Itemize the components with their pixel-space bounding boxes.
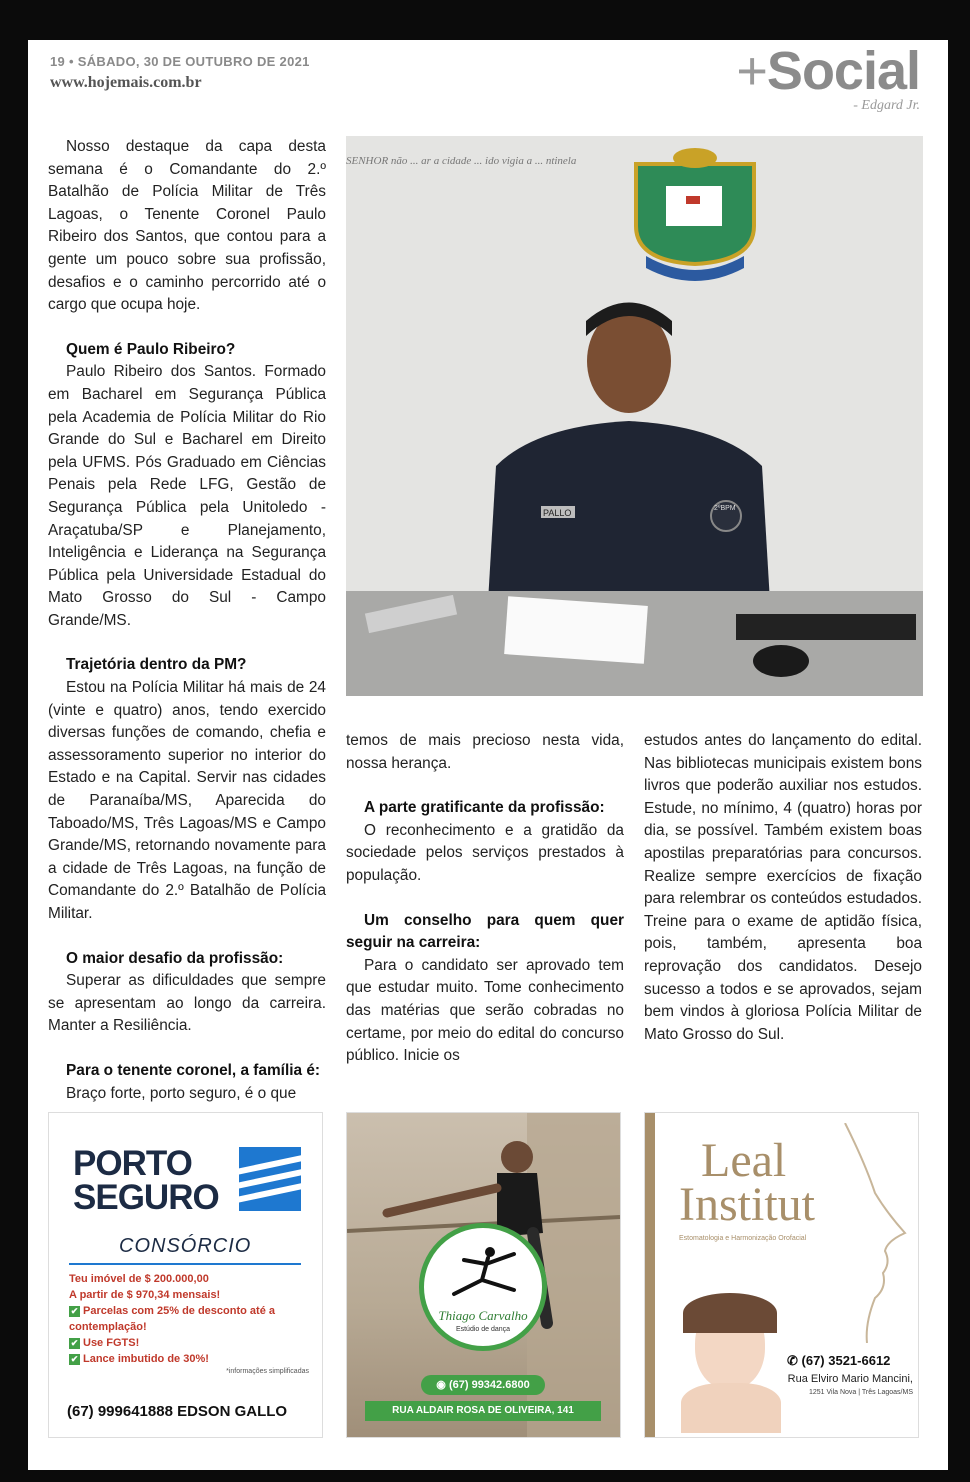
columnist-signature: - Edgard Jr.	[853, 98, 920, 113]
dance-studio-tag: Estúdio de dança	[455, 1326, 511, 1333]
leal-phone-text: (67) 3521-6612	[801, 1353, 891, 1368]
leal-address-city: 1251 Vila Nova | Três Lagoas/MS	[808, 1389, 913, 1396]
leal-phone	[787, 1353, 890, 1369]
leal-title	[679, 1134, 816, 1231]
whatsapp-icon: ◉	[436, 1379, 449, 1391]
porto-contact: (67) 999641888 EDSON GALLO	[67, 1403, 288, 1420]
porto-subtitle: CONSÓRCIO	[119, 1235, 252, 1257]
dance-studio-name: Thiago Carvalho	[438, 1308, 528, 1323]
section-name: Social	[766, 41, 920, 101]
mouse-icon	[753, 645, 809, 677]
question-2: Trajetória dentro da PM?	[66, 656, 247, 674]
newspaper-page	[28, 40, 948, 1470]
coat-of-arms-icon	[636, 148, 754, 281]
porto-offer-1: Teu imóvel de $ 200.000,00	[69, 1273, 209, 1285]
question-3: O maior desafio da profissão:	[66, 949, 284, 967]
porto-logo-line1: PORTO	[73, 1144, 192, 1183]
keyboard-icon	[736, 614, 916, 640]
answer-6-continued: estudos antes do lançamento do edital. Nas bibliotecas municipais existem bons livros que poderão auxiliar nos estudos. Estude, no mínimo, 4 (quatro) horas por dia, se possível. Também existem boas apostilas preparatórias para concursos. Realize sempre exercícios de fixação para relembrar os conteúdos estudados. Treine para o exame de aptidão física, pois, também, apresenta boa reprovação dos candidatos. Desejo sucesso a todos e se aprovados, sejam bem vindos à gloriosa Polícia Militar de Mato Grosso do Sul.	[644, 732, 922, 1043]
porto-note: *informações simplificadas	[226, 1368, 309, 1375]
section-title	[736, 40, 920, 102]
porto-bullet-3	[69, 1351, 309, 1367]
answer-1: Paulo Ribeiro dos Santos. Formado em Bacharel em Segurança Pública pela Academia de Polícia Militar do Rio Grande do Sul e Bacharel em Direito pela UFMS. Pós Graduado em Ciências Penais pela Rede LFG, Gestão de Segurança Pública pela Unitoledo - Araçatuba/SP e Planejamento, Inteligência e Liderança na Segurança Pública pela Universidade Estadual do Mato Grosso do Sul - Campo Grande/MS.	[48, 363, 326, 629]
phone-icon: ✆	[787, 1353, 802, 1368]
site-url[interactable]: www.hojemais.com.br	[50, 74, 202, 91]
check-icon: ✔	[70, 1306, 79, 1316]
porto-bullet-1	[69, 1303, 309, 1335]
check-icon: ✔	[70, 1354, 79, 1364]
name-badge-text: PALLO	[543, 508, 572, 518]
porto-bullet-3-text: Lance imbutido de 30%!	[83, 1353, 209, 1365]
face-profile-icon	[825, 1123, 915, 1343]
leal-address: Rua Elviro Mario Mancini,	[787, 1373, 913, 1385]
commander-photo	[346, 136, 923, 696]
porto-logo-line2: SEGURO	[73, 1178, 219, 1217]
porto-wave-icon	[239, 1147, 301, 1211]
ad-dance-studio[interactable]	[346, 1112, 621, 1438]
answer-2: Estou na Polícia Militar há mais de 24 (vinte e quatro) anos, tendo exercido diversas funções de comando, chefia e assessoramento superior no interior do Estado e na Capital. Servir nas cidades de Paranaíba/MS, Aparecida do Taboado/MS, Três Lagoas/MS e Campo Grande/MS, retornando novamente para a cidade de Três Lagoas, na função de Comandante do 2.º Batalhão de Polícia Militar.	[48, 679, 326, 922]
question-4: Para o tenente coronel, a família é:	[66, 1061, 321, 1079]
paper-stack-icon	[504, 596, 648, 664]
dance-address: RUA ALDAIR ROSA DE OLIVEIRA, 141	[365, 1401, 601, 1421]
issue-date: 19 • SÁBADO, 30 DE OUTUBRO DE 2021	[50, 54, 310, 69]
model-face-illustration	[675, 1293, 785, 1433]
dance-phone	[421, 1375, 545, 1395]
leal-title-line1: Leal	[701, 1134, 787, 1187]
patch-text: 2ºBPM	[714, 505, 736, 512]
leal-subtitle: Estomatologia e Harmonização Orofacial	[679, 1235, 807, 1242]
article-column-3	[644, 730, 922, 1046]
answer-6: Para o candidato ser aprovado tem que estudar muito. Tome conhecimento das matérias que serão cobradas no certame, por meio do edital do concurso público. Inicie os	[346, 956, 624, 1065]
ad-leal-institut[interactable]	[644, 1112, 919, 1438]
porto-bullet-2-text: Use FGTS!	[83, 1337, 140, 1349]
answer-5: O reconhecimento e a gratidão da sociedade pelos serviços prestados à população.	[346, 821, 624, 884]
question-6: Um conselho para quem quer seguir na carreira:	[346, 911, 624, 952]
question-1: Quem é Paulo Ribeiro?	[66, 340, 236, 358]
question-5: A parte gratificante da profissão:	[364, 799, 605, 817]
wall-verse: SENHOR não ... ar a cidade ... ido vigia a ... ntinela	[346, 155, 577, 167]
porto-bullet-2	[69, 1335, 309, 1351]
dance-phone-text: (67) 99342.6800	[448, 1379, 530, 1391]
answer-3: Superar as dificuldades que sempre se apresentam ao longo da carreira. Manter a Resiliência.	[48, 972, 326, 1035]
article-intro: Nosso destaque da capa desta semana é o Comandante do 2.º Batalhão de Polícia Militar de Três Lagoas, o Tenente Coronel Paulo Ribeiro dos Santos, que contou para a gente um pouco sobre sua profissão, desafios e o caminho percorrido até o cargo que ocupa hoje.	[48, 138, 326, 314]
ad-porto-seguro[interactable]	[48, 1112, 323, 1438]
photo-illustration	[346, 136, 923, 696]
porto-offer-2: A partir de $ 970,34 mensais!	[69, 1289, 221, 1301]
porto-logo	[73, 1144, 219, 1217]
leal-title-line2: Institut	[679, 1178, 816, 1231]
check-icon: ✔	[70, 1338, 79, 1348]
article-column-2	[346, 730, 624, 1068]
article-column-1	[48, 136, 326, 1105]
dance-logo	[419, 1223, 547, 1351]
porto-bullet-1-text: Parcelas com 25% de desconto até a contemplação!	[69, 1305, 275, 1333]
section-plus: +	[736, 41, 767, 101]
porto-offers	[69, 1271, 309, 1377]
dancer-silhouette-icon	[424, 1242, 542, 1312]
answer-4-continued: temos de mais precioso nesta vida, nossa herança.	[346, 732, 624, 772]
answer-4: Braço forte, porto seguro, é o que	[66, 1084, 297, 1102]
